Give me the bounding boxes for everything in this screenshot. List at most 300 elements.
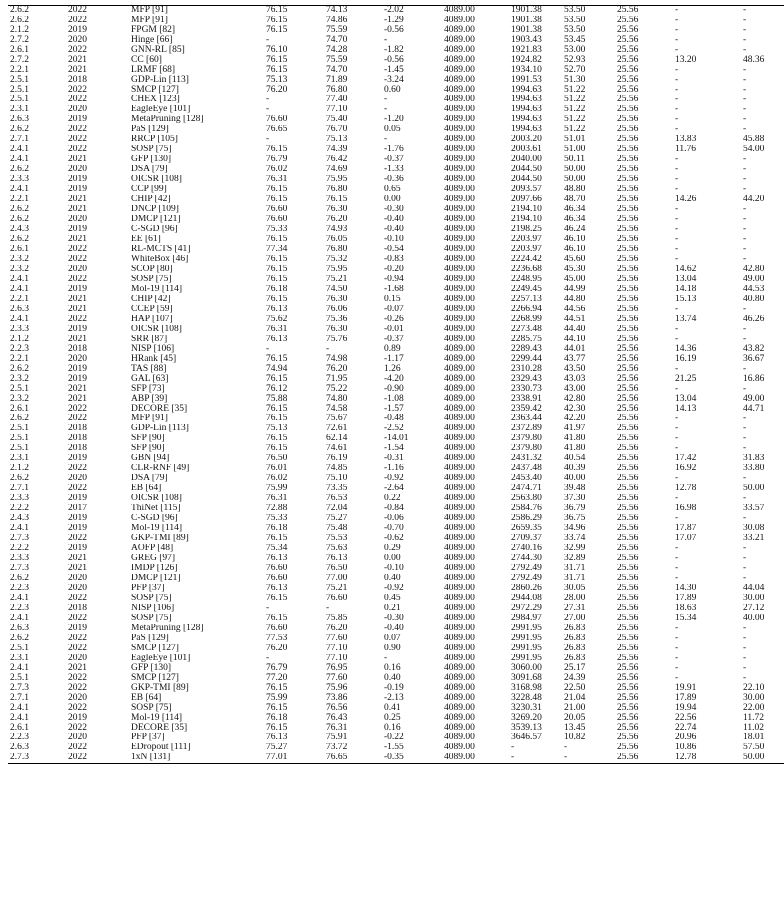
acc-delta-cell: -0.40: [384, 224, 404, 235]
base-flops-cell: 4089.00: [444, 374, 475, 384]
base-flops-cell: 4089.00: [444, 743, 475, 753]
pruned-flops-cell: 2310.28: [511, 364, 542, 374]
acc-delta-cell: -1.16: [384, 464, 404, 474]
flops-reduction-cell: 41.80: [564, 444, 586, 454]
flops-reduction-cell: 20.05: [564, 713, 586, 723]
params-reduction-cell: -: [743, 25, 747, 35]
base-params-cell: 25.56: [617, 464, 639, 474]
pruned-acc-cell: 76.19: [326, 454, 348, 464]
pruned-params-cell: 22.56: [675, 713, 697, 723]
pruned-params-cell: -: [675, 653, 679, 663]
pruned-params-cell: 14.36: [675, 344, 697, 354]
flops-reduction-cell: 22.50: [564, 683, 586, 693]
params-reduction-cell: -: [743, 414, 747, 424]
base-flops-cell: 4089.00: [444, 294, 475, 304]
pruned-acc-cell: 75.67: [326, 414, 348, 424]
section-cell: 2.4.3: [10, 513, 29, 524]
method-cell: MetaPruning [128]: [131, 623, 204, 633]
acc-delta-cell: -0.40: [384, 623, 404, 633]
pruned-acc-cell: 75.85: [326, 613, 348, 623]
baseline-acc-cell: 76.65: [266, 125, 288, 135]
year-cell: 2022: [68, 244, 87, 255]
flops-reduction-cell: 50.00: [564, 165, 586, 175]
flops-reduction-cell: 48.70: [564, 194, 586, 205]
results-table: [8, 5, 784, 764]
pruned-params-cell: 20.96: [675, 733, 697, 743]
baseline-acc-cell: 76.13: [266, 733, 288, 743]
table-row: [8, 733, 784, 743]
flops-reduction-cell: 40.00: [564, 474, 586, 484]
base-params-cell: 25.56: [617, 663, 639, 673]
pruned-acc-cell: 75.10: [326, 474, 348, 484]
year-cell: 2022: [68, 95, 87, 105]
year-cell: 2020: [68, 165, 87, 175]
params-reduction-cell: 46.26: [743, 314, 765, 324]
method-cell: C-SGD [96]: [131, 513, 178, 524]
section-cell: 2.1.2: [10, 25, 29, 35]
baseline-acc-cell: 76.02: [266, 165, 288, 175]
method-cell: NISP [106]: [131, 344, 175, 354]
pruned-params-cell: 12.78: [675, 484, 697, 494]
pruned-flops-cell: 2984.97: [511, 613, 542, 623]
base-flops-cell: 4089.00: [444, 244, 475, 255]
flops-reduction-cell: 34.96: [564, 523, 586, 534]
pruned-params-cell: 13.04: [675, 274, 697, 284]
pruned-params-cell: -: [675, 165, 679, 175]
params-reduction-cell: -: [743, 105, 747, 115]
flops-reduction-cell: 36.79: [564, 503, 586, 514]
method-cell: SMCP [127]: [131, 643, 179, 653]
params-reduction-cell: -: [743, 125, 747, 135]
pruned-flops-cell: 2437.48: [511, 464, 542, 474]
method-cell: GNN-RL [85]: [131, 45, 185, 55]
section-cell: 2.5.1: [10, 95, 29, 105]
params-reduction-cell: -: [743, 513, 747, 524]
pruned-params-cell: -: [675, 5, 679, 15]
method-cell: OICSR [108]: [131, 494, 182, 504]
pruned-params-cell: -: [675, 184, 679, 195]
params-reduction-cell: 49.00: [743, 274, 765, 284]
baseline-acc-cell: 76.15: [266, 294, 288, 304]
acc-delta-cell: -0.37: [384, 155, 404, 165]
section-cell: 2.2.3: [10, 733, 29, 743]
pruned-params-cell: -: [675, 105, 679, 115]
baseline-acc-cell: 76.15: [266, 55, 288, 65]
flops-reduction-cell: -: [564, 753, 568, 763]
pruned-flops-cell: -: [511, 753, 515, 763]
baseline-acc-cell: 76.60: [266, 573, 288, 583]
table-row: [8, 673, 784, 683]
base-params-cell: 25.56: [617, 224, 639, 235]
base-flops-cell: 4089.00: [444, 364, 475, 374]
baseline-acc-cell: 76.15: [266, 613, 288, 623]
flops-reduction-cell: 53.00: [564, 45, 586, 55]
base-flops-cell: 4089.00: [444, 304, 475, 314]
table-row: [8, 65, 784, 75]
base-flops-cell: 4089.00: [444, 444, 475, 454]
base-flops-cell: 4089.00: [444, 175, 475, 185]
base-params-cell: 25.56: [617, 294, 639, 304]
section-cell: 2.3.1: [10, 105, 29, 115]
params-reduction-cell: 50.00: [743, 484, 765, 494]
params-reduction-cell: 43.82: [743, 344, 765, 354]
pruned-acc-cell: 75.63: [326, 543, 348, 554]
flops-reduction-cell: 52.93: [564, 55, 586, 65]
method-cell: SOSP [75]: [131, 593, 172, 603]
base-params-cell: 25.56: [617, 653, 639, 663]
base-params-cell: 25.56: [617, 444, 639, 454]
table-row: [8, 16, 784, 26]
params-reduction-cell: 30.00: [743, 593, 765, 603]
params-reduction-cell: -: [743, 254, 747, 264]
pruned-flops-cell: 1921.83: [511, 45, 542, 55]
pruned-params-cell: -: [675, 623, 679, 633]
section-cell: 2.7.3: [10, 563, 29, 574]
acc-delta-cell: -0.48: [384, 414, 404, 424]
pruned-acc-cell: 76.60: [326, 593, 348, 603]
section-cell: 2.6.3: [10, 743, 29, 753]
table-row: [8, 444, 784, 454]
base-params-cell: 25.56: [617, 424, 639, 434]
method-cell: EDropout [111]: [131, 743, 191, 753]
pruned-acc-cell: 75.40: [326, 115, 348, 125]
year-cell: 2020: [68, 583, 87, 593]
pruned-acc-cell: 75.32: [326, 254, 348, 264]
pruned-flops-cell: 2040.00: [511, 155, 542, 165]
year-cell: 2020: [68, 573, 87, 583]
pruned-flops-cell: 1903.43: [511, 35, 542, 45]
table-row: [8, 55, 784, 65]
base-params-cell: 25.56: [617, 354, 639, 364]
method-cell: MFP [91]: [131, 5, 168, 15]
pruned-acc-cell: 75.21: [326, 274, 348, 284]
acc-delta-cell: -0.56: [384, 55, 404, 65]
table-row: [8, 584, 784, 594]
flops-reduction-cell: 31.71: [564, 563, 586, 574]
pruned-params-cell: 15.34: [675, 613, 697, 623]
year-cell: 2022: [68, 135, 87, 145]
year-cell: 2019: [68, 324, 87, 334]
flops-reduction-cell: 50.00: [564, 175, 586, 185]
table-row: [8, 654, 784, 664]
flops-reduction-cell: 26.83: [564, 633, 586, 643]
baseline-acc-cell: 76.15: [266, 194, 288, 205]
base-params-cell: 25.56: [617, 65, 639, 75]
params-reduction-cell: -: [743, 633, 747, 643]
pruned-acc-cell: 75.59: [326, 55, 348, 65]
acc-delta-cell: -1.68: [384, 284, 404, 294]
section-cell: 2.6.1: [10, 404, 29, 414]
pruned-acc-cell: 75.36: [326, 314, 348, 324]
base-flops-cell: 4089.00: [444, 623, 475, 633]
pruned-params-cell: -: [675, 573, 679, 583]
pruned-params-cell: 21.25: [675, 374, 697, 384]
acc-delta-cell: -0.92: [384, 583, 404, 593]
pruned-params-cell: -: [675, 563, 679, 574]
pruned-params-cell: -: [675, 244, 679, 255]
pruned-params-cell: -: [675, 15, 679, 25]
pruned-acc-cell: 73.72: [326, 743, 348, 753]
pruned-params-cell: -: [675, 414, 679, 424]
base-flops-cell: 4089.00: [444, 155, 475, 165]
base-flops-cell: 4089.00: [444, 45, 475, 55]
baseline-acc-cell: 76.13: [266, 334, 288, 344]
pruned-acc-cell: 76.20: [326, 623, 348, 633]
pruned-flops-cell: 2792.49: [511, 573, 542, 583]
table-row: [8, 195, 784, 205]
year-cell: 2019: [68, 224, 87, 235]
acc-delta-cell: 0.60: [384, 85, 401, 95]
method-cell: EagleEye [101]: [131, 653, 191, 663]
table-row: [8, 504, 784, 514]
table-row: [8, 514, 784, 524]
base-flops-cell: 4089.00: [444, 454, 475, 464]
pruned-acc-cell: 77.00: [326, 573, 348, 583]
method-cell: LRMF [68]: [131, 65, 176, 75]
flops-reduction-cell: 43.03: [564, 374, 586, 384]
pruned-flops-cell: 2363.44: [511, 414, 542, 424]
baseline-acc-cell: 76.15: [266, 414, 288, 424]
pruned-params-cell: 14.26: [675, 194, 697, 205]
base-flops-cell: 4089.00: [444, 254, 475, 264]
baseline-acc-cell: 76.15: [266, 145, 288, 155]
pruned-flops-cell: 1901.38: [511, 25, 542, 35]
method-cell: GDP-Lin [113]: [131, 75, 189, 85]
baseline-acc-cell: 76.13: [266, 553, 288, 564]
flops-reduction-cell: 41.97: [564, 424, 586, 434]
baseline-acc-cell: 74.94: [266, 364, 288, 374]
params-reduction-cell: 44.71: [743, 404, 765, 414]
base-flops-cell: 4089.00: [444, 85, 475, 95]
pruned-flops-cell: 2453.40: [511, 474, 542, 484]
baseline-acc-cell: 75.88: [266, 394, 288, 404]
params-reduction-cell: -: [743, 115, 747, 125]
pruned-params-cell: 17.87: [675, 523, 697, 534]
pruned-params-cell: -: [675, 224, 679, 235]
base-flops-cell: 4089.00: [444, 464, 475, 474]
pruned-flops-cell: 3168.98: [511, 683, 542, 693]
base-params-cell: 25.56: [617, 234, 639, 245]
pruned-flops-cell: 1924.82: [511, 55, 542, 65]
acc-delta-cell: -0.37: [384, 334, 404, 344]
base-params-cell: 25.56: [617, 284, 639, 294]
pruned-acc-cell: 74.39: [326, 145, 348, 155]
acc-delta-cell: -1.54: [384, 444, 404, 454]
method-cell: CHIP [42]: [131, 194, 171, 205]
baseline-acc-cell: 76.15: [266, 354, 288, 364]
base-flops-cell: 4089.00: [444, 653, 475, 663]
method-cell: IMDP [126]: [131, 563, 178, 574]
pruned-acc-cell: 76.80: [326, 184, 348, 195]
acc-delta-cell: -0.94: [384, 274, 404, 284]
year-cell: 2020: [68, 653, 87, 663]
pruned-params-cell: 12.78: [675, 753, 697, 763]
year-cell: 2022: [68, 683, 87, 693]
base-flops-cell: 4089.00: [444, 474, 475, 484]
section-cell: 2.6.2: [10, 573, 29, 583]
section-cell: 2.7.1: [10, 135, 29, 145]
baseline-acc-cell: 76.60: [266, 204, 288, 215]
base-flops-cell: 4089.00: [444, 404, 475, 414]
acc-delta-cell: 0.00: [384, 553, 401, 564]
base-params-cell: 25.56: [617, 85, 639, 95]
pruned-params-cell: 16.98: [675, 503, 697, 514]
pruned-acc-cell: 76.13: [326, 553, 348, 564]
pruned-acc-cell: 74.70: [326, 65, 348, 75]
base-flops-cell: 4089.00: [444, 673, 475, 683]
acc-delta-cell: -0.31: [384, 454, 404, 464]
section-cell: 2.6.3: [10, 304, 29, 314]
acc-delta-cell: -0.30: [384, 613, 404, 623]
baseline-acc-cell: -: [266, 603, 270, 613]
params-reduction-cell: -: [743, 444, 747, 454]
table-row: [8, 574, 784, 584]
table-row: [8, 404, 784, 414]
year-cell: 2022: [68, 464, 87, 474]
section-cell: 2.5.1: [10, 384, 29, 394]
table-row: [8, 305, 784, 315]
flops-reduction-cell: 53.45: [564, 35, 586, 45]
year-cell: 2022: [68, 633, 87, 643]
pruned-acc-cell: 74.28: [326, 45, 348, 55]
acc-delta-cell: 0.25: [384, 713, 401, 723]
params-reduction-cell: 16.86: [743, 374, 765, 384]
year-cell: 2018: [68, 75, 87, 85]
base-flops-cell: 4089.00: [444, 165, 475, 175]
method-cell: PaS [129]: [131, 125, 169, 135]
base-params-cell: 25.56: [617, 553, 639, 564]
section-cell: 2.7.1: [10, 693, 29, 703]
base-flops-cell: 4089.00: [444, 484, 475, 494]
pruned-params-cell: -: [675, 543, 679, 554]
pruned-acc-cell: 75.59: [326, 25, 348, 35]
base-params-cell: 25.56: [617, 45, 639, 55]
baseline-acc-cell: 75.62: [266, 314, 288, 324]
pruned-flops-cell: 1901.38: [511, 15, 542, 25]
base-flops-cell: 4089.00: [444, 563, 475, 574]
pruned-acc-cell: 76.30: [326, 294, 348, 304]
table-row: [8, 544, 784, 554]
acc-delta-cell: -0.10: [384, 563, 404, 574]
pruned-params-cell: -: [675, 663, 679, 673]
pruned-acc-cell: 74.61: [326, 444, 348, 454]
section-cell: 2.3.2: [10, 374, 29, 384]
flops-reduction-cell: 45.00: [564, 274, 586, 284]
section-cell: 2.4.1: [10, 523, 29, 534]
section-cell: 2.2.3: [10, 344, 29, 354]
year-cell: 2022: [68, 613, 87, 623]
year-cell: 2022: [68, 673, 87, 683]
params-reduction-cell: -: [743, 494, 747, 504]
base-params-cell: 25.56: [617, 743, 639, 753]
pruned-flops-cell: 3091.68: [511, 673, 542, 683]
baseline-acc-cell: 76.15: [266, 444, 288, 454]
params-reduction-cell: 44.53: [743, 284, 765, 294]
base-flops-cell: 4089.00: [444, 663, 475, 673]
pruned-acc-cell: 74.13: [326, 5, 348, 15]
base-params-cell: 25.56: [617, 633, 639, 643]
acc-delta-cell: -0.07: [384, 304, 404, 314]
table-row: [8, 474, 784, 484]
pruned-params-cell: -: [675, 95, 679, 105]
base-flops-cell: 4089.00: [444, 115, 475, 125]
flops-reduction-cell: 46.10: [564, 244, 586, 255]
method-cell: CLR-RNF [49]: [131, 464, 190, 474]
pruned-params-cell: 19.91: [675, 683, 697, 693]
baseline-acc-cell: 76.15: [266, 593, 288, 603]
baseline-acc-cell: 77.34: [266, 244, 288, 255]
pruned-params-cell: -: [675, 334, 679, 344]
params-reduction-cell: 42.80: [743, 264, 765, 274]
acc-delta-cell: 0.07: [384, 633, 401, 643]
params-reduction-cell: -: [743, 663, 747, 673]
pruned-acc-cell: 76.43: [326, 713, 348, 723]
params-reduction-cell: 22.10: [743, 683, 765, 693]
base-params-cell: 25.56: [617, 643, 639, 653]
pruned-acc-cell: 76.20: [326, 364, 348, 374]
table-row: [8, 713, 784, 723]
pruned-flops-cell: 3060.00: [511, 663, 542, 673]
table-row: [8, 125, 784, 135]
base-params-cell: 25.56: [617, 334, 639, 344]
pruned-flops-cell: 2991.95: [511, 623, 542, 633]
pruned-params-cell: -: [675, 25, 679, 35]
pruned-params-cell: -: [675, 434, 679, 444]
params-reduction-cell: -: [743, 643, 747, 653]
base-params-cell: 25.56: [617, 503, 639, 514]
base-params-cell: 25.56: [617, 494, 639, 504]
pruned-flops-cell: 1934.10: [511, 65, 542, 75]
flops-reduction-cell: 51.22: [564, 125, 586, 135]
pruned-flops-cell: 3228.48: [511, 693, 542, 703]
section-cell: 2.4.1: [10, 145, 29, 155]
base-params-cell: 25.56: [617, 394, 639, 404]
table-row: [8, 255, 784, 265]
baseline-acc-cell: 75.34: [266, 543, 288, 554]
pruned-params-cell: 22.74: [675, 723, 697, 733]
method-cell: SCOP [80]: [131, 264, 173, 274]
table-row: [8, 155, 784, 165]
pruned-acc-cell: 77.10: [326, 653, 348, 663]
table-row: [8, 434, 784, 444]
base-flops-cell: 4089.00: [444, 354, 475, 364]
params-reduction-cell: -: [743, 474, 747, 484]
baseline-acc-cell: 76.31: [266, 324, 288, 334]
year-cell: 2021: [68, 563, 87, 574]
base-flops-cell: 4089.00: [444, 95, 475, 105]
section-cell: 2.5.1: [10, 424, 29, 434]
acc-delta-cell: -1.08: [384, 394, 404, 404]
year-cell: 2022: [68, 753, 87, 763]
table-row: [8, 75, 784, 85]
params-reduction-cell: -: [743, 214, 747, 225]
section-cell: 2.4.1: [10, 184, 29, 195]
pruned-flops-cell: 2379.80: [511, 434, 542, 444]
acc-delta-cell: -2.52: [384, 424, 404, 434]
acc-delta-cell: -0.40: [384, 214, 404, 225]
section-cell: 2.2.2: [10, 543, 29, 554]
base-flops-cell: 4089.00: [444, 633, 475, 643]
baseline-acc-cell: 76.15: [266, 404, 288, 414]
flops-reduction-cell: 46.34: [564, 204, 586, 215]
pruned-flops-cell: -: [511, 743, 515, 753]
pruned-acc-cell: 76.15: [326, 194, 348, 205]
baseline-acc-cell: 75.33: [266, 513, 288, 524]
year-cell: 2019: [68, 454, 87, 464]
method-cell: Mol-19 [114]: [131, 284, 183, 294]
year-cell: 2019: [68, 523, 87, 534]
base-flops-cell: 4089.00: [444, 145, 475, 155]
